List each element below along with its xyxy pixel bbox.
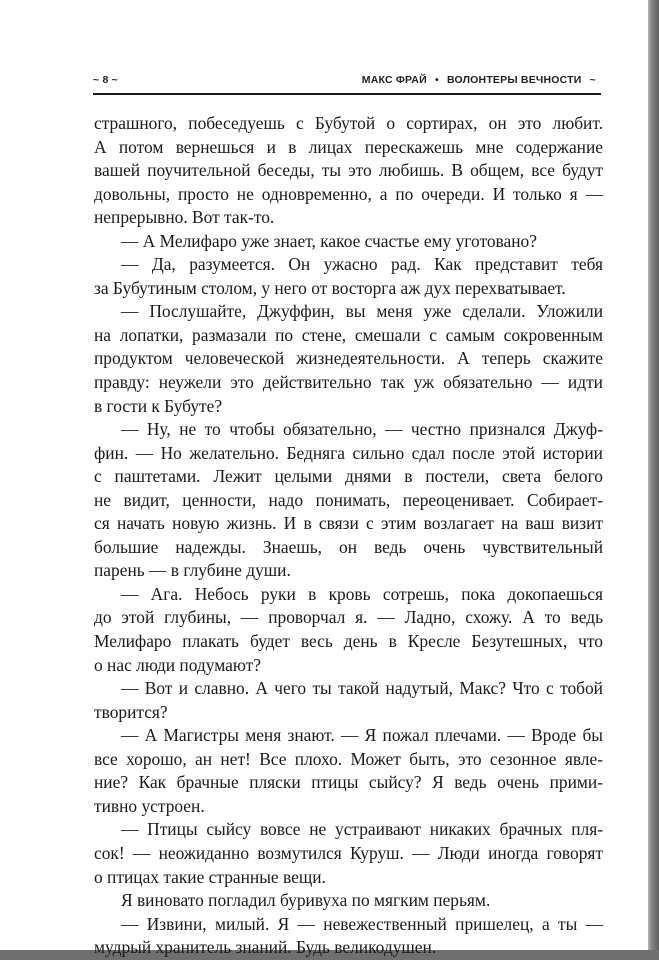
text-line: — А Мелифаро уже знает, какое счастье ему уготовано? — [121, 230, 537, 251]
page-edge — [648, 0, 659, 950]
text-line: страшного, побеседуешь с Бубутой о сортирах, он это любит. — [94, 113, 603, 133]
text-line: мудрый хранитель знаний. Будь великодушен. — [94, 937, 437, 958]
body-text — [94, 112, 603, 960]
text-line: — Да, разумеется. Он ужасно рад. Как представит тебя — [121, 254, 603, 275]
header-book-title: ВОЛОНТЕРЫ ВЕЧНОСТИ — [446, 74, 582, 86]
text-line: все хорошо, ан нет! Все плохо. Может быть, это сезонное явле- — [94, 748, 603, 769]
header-tail-ornament: ~ — [589, 74, 596, 86]
text-line: парень — в глубине души. — [94, 560, 291, 581]
running-title — [362, 74, 601, 86]
header-author: МАКС ФРАЙ — [361, 74, 427, 86]
page-number: ~ 8 ~ — [93, 74, 118, 86]
text-line: Мелифаро плакать будет весь день в Кресле Безутешных, что — [94, 631, 603, 652]
text-line: довольны, просто не одновременно, а по очереди. И только я — — [94, 183, 603, 204]
text-line: Я виновато погладил буривуха по мягким перьям. — [121, 890, 491, 911]
text-line: продуктом человеческой жизнедеятельности. А теперь скажите — [94, 348, 603, 369]
text-line: правду: неужели это действительно так уж обязательно — идти — [94, 372, 603, 393]
text-line: о птицах такие странные вещи. — [94, 866, 326, 887]
running-header — [93, 74, 601, 90]
header-separator: • — [434, 74, 439, 86]
text-line: большие надежды. Знаешь, он ведь очень чувствительный — [94, 536, 603, 557]
text-line: А потом вернешься и в лицах перескажешь мне содержание — [94, 136, 603, 157]
text-line: в гости к Бубуте? — [94, 395, 223, 416]
text-line: непрерывно. Вот так-то. — [94, 207, 275, 228]
text-line: на лопатки, размазали по стене, смешали с самым сокровенным — [94, 324, 603, 345]
text-line: сок! — неожиданно возмутился Куруш. — Люди иногда говорят — [94, 842, 603, 863]
text-line: — А Магистры меня знают. — Я пожал плечами. — Вроде бы — [121, 725, 603, 746]
text-line: — Извини, милый. Я — невежественный пришелец, а ты — — [121, 913, 603, 934]
text-line: о нас люди подумают? — [94, 654, 261, 675]
text-line: творится? — [94, 701, 168, 722]
text-line: фин. — Но желательно. Бедняга сильно сдал после этой истории — [94, 442, 603, 463]
header-rule — [93, 93, 601, 95]
text-line: ние? Как брачные пляски птицы сыйсу? Я ведь очень прими- — [94, 772, 603, 793]
text-line: — Послушайте, Джуффин, вы меня уже сделали. Уложили — [121, 301, 603, 322]
text-line: до этой глубины, — проворчал я. — Ладно, схожу. А то ведь — [94, 607, 603, 628]
text-line: тивно устроен. — [94, 795, 205, 816]
text-line: за Бубутиным столом, у него от восторга аж дух перехватывает. — [94, 277, 566, 298]
text-line: — Вот и славно. А чего ты такой надутый, Макс? Что с тобой — [121, 678, 603, 699]
text-line: вашей поучительной беседы, ты это любишь. В общем, все будут — [94, 160, 603, 181]
text-line: — Ага. Небось руки в кровь сотрешь, пока докопаешься — [121, 583, 603, 604]
text-line: не видит, ценности, надо понимать, переоценивает. Собирает- — [94, 489, 603, 510]
text-line: ся начать новую жизнь. И в связи с этим возлагает на ваш визит — [94, 513, 603, 534]
text-line: с паштетами. Лежит целыми днями в постели, света белого — [94, 466, 603, 487]
text-line: — Птицы сыйсу вовсе не устраивают никаких брачных пля- — [121, 819, 603, 840]
text-line: — Ну, не то чтобы обязательно, — честно признался Джуф- — [121, 419, 603, 440]
